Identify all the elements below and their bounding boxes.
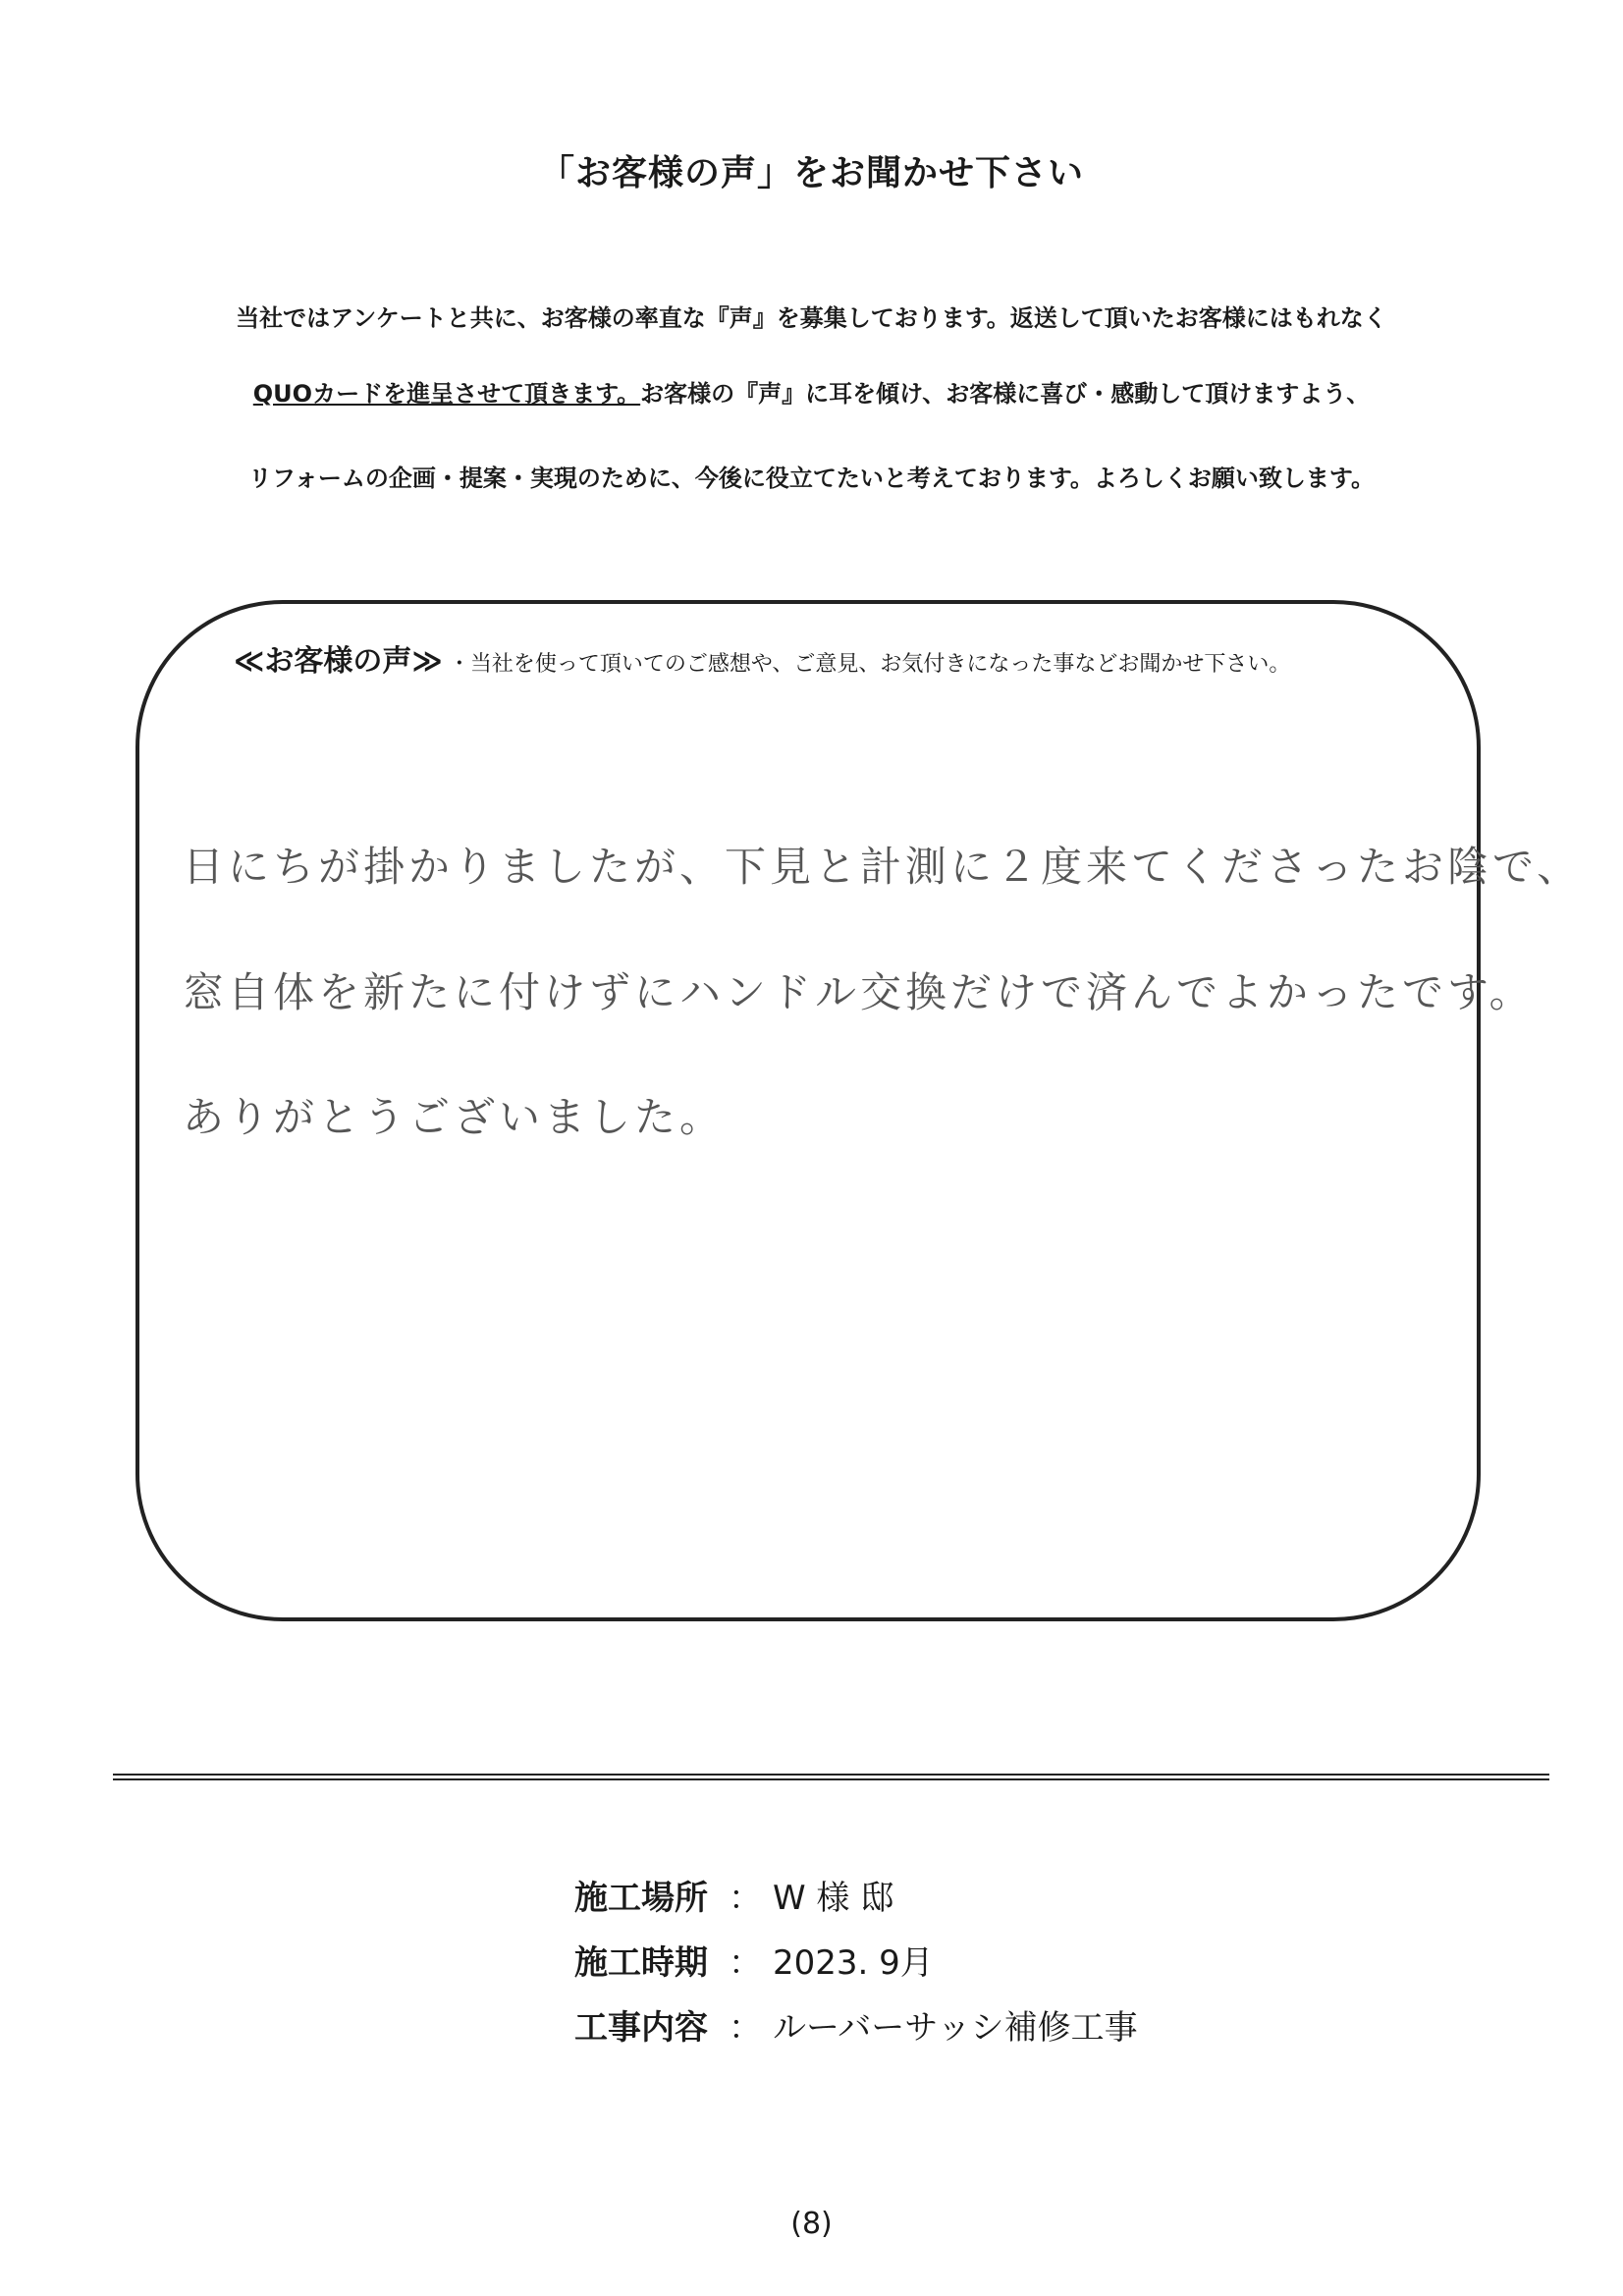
info-colon: ： bbox=[729, 1943, 762, 1983]
info-label: 工事内容 bbox=[574, 2008, 708, 2048]
intro-line-1: 当社ではアンケートと共に、お客様の率直な『声』を募集しております。返送して頂いたお客様にはもれなく bbox=[236, 304, 1387, 332]
info-label: 施工時期 bbox=[574, 1943, 708, 1983]
info-row-period bbox=[574, 1936, 934, 1984]
info-row-work bbox=[574, 2000, 1138, 2049]
handwritten-comment-line-2: 窓自体を新たに付けずにハンドル交換だけで済んでよかったです。 bbox=[183, 968, 1535, 1016]
intro-line-2 bbox=[147, 374, 1476, 409]
section-divider bbox=[113, 1774, 1549, 1780]
voice-box-instructions: ・当社を使って頂いてのご感想や、ご意見、お気付きになった事などお聞かせ下さい。 bbox=[448, 652, 1291, 677]
info-value: W 様 邸 bbox=[773, 1879, 894, 1918]
handwritten-comment-line-3: ありがとうございました。 bbox=[183, 1093, 726, 1141]
page-number: (8) bbox=[790, 2207, 833, 2241]
info-colon: ： bbox=[729, 2008, 762, 2048]
quo-card-notice: QUOカードを進呈させて頂きます。 bbox=[252, 380, 641, 408]
info-colon: ： bbox=[729, 1879, 762, 1918]
info-label: 施工場所 bbox=[574, 1879, 708, 1918]
handwritten-comment-line-1: 日にちが掛かりましたが、下見と計測に２度来てくださったお陰で、 bbox=[183, 843, 1583, 891]
voice-box-title: ≪お客様の声≫ bbox=[234, 644, 443, 679]
voice-box-heading bbox=[234, 636, 1290, 680]
page-title: 「お客様の声」をお聞かせ下さい bbox=[538, 153, 1084, 193]
intro-line-3: リフォームの企画・提案・実現のために、今後に役立てたいと考えております。よろしくお願い致します。 bbox=[248, 465, 1375, 492]
info-value: ルーバーサッシ補修工事 bbox=[773, 2008, 1138, 2048]
info-value: 2023. 9月 bbox=[773, 1943, 934, 1983]
info-row-location bbox=[574, 1871, 893, 1919]
intro-line-2-text: お客様の『声』に耳を傾け、お客様に喜び・感動して頂けますよう、 bbox=[640, 380, 1371, 408]
